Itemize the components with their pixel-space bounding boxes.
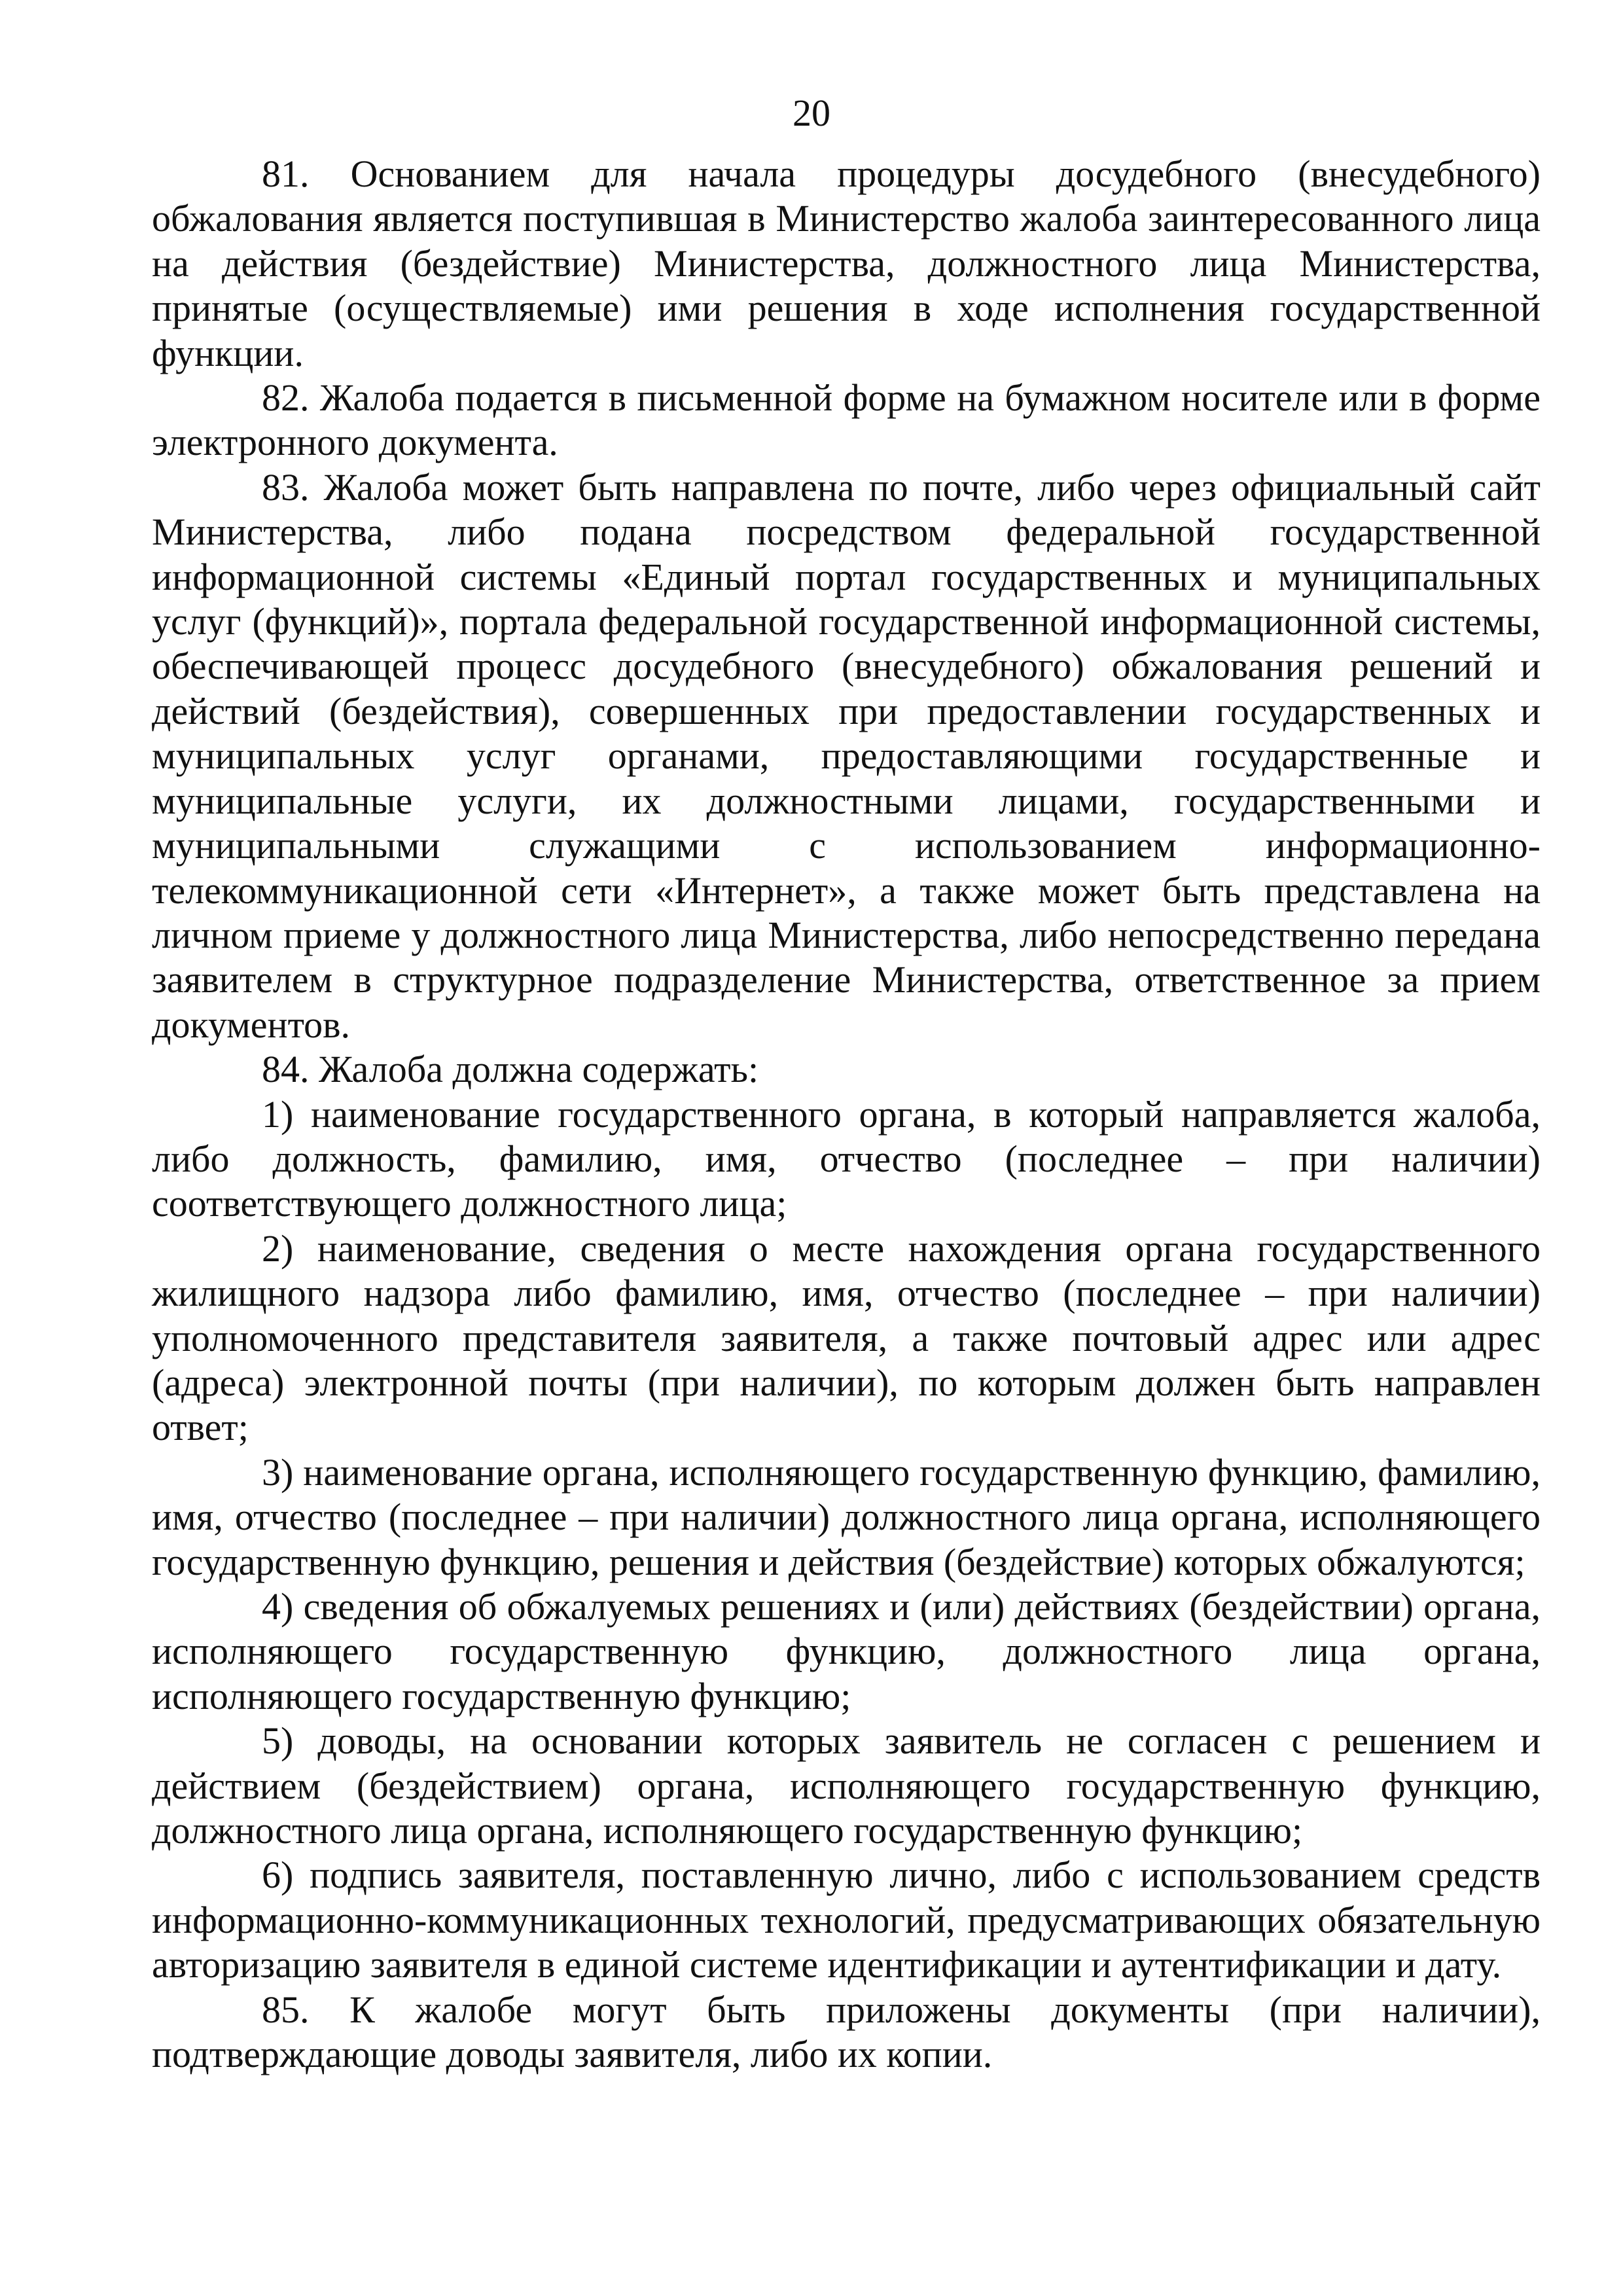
- list-item-1: 1) наименование государственного органа, в который направляется жалоба, либо должность, фамилию, имя, отчество (последнее – при наличии) соответствующего должностного лица;: [152, 1092, 1541, 1225]
- document-body: [152, 152, 1541, 2077]
- paragraph-81: 81. Основанием для начала процедуры досудебного (внесудебного) обжалования является поступившая в Министерство жалоба заинтересованного лица на действия (бездействие) Министерства, должностного лица Министерства, принятые (осуществляемые) ими решения в ходе исполнения государственной функции.: [152, 152, 1541, 374]
- list-item-6: 6) подпись заявителя, поставленную лично, либо с использованием средств информационно-коммуникационных технологий, предусматривающих обязательную авторизацию заявителя в единой системе идентификации и аутентификации и дату.: [152, 1854, 1541, 1986]
- list-item-4: 4) сведения об обжалуемых решениях и (или) действиях (бездействии) органа, исполняющего государственную функцию, должностного лица органа, исполняющего государственную функцию;: [152, 1585, 1541, 1717]
- paragraph-83: 83. Жалоба может быть направлена по почте, либо через официальный сайт Министерства, либо подана посредством федеральной государственной информационной системы «Единый портал государственных и муниципальных услуг (функций)», портала федеральной государственной информационной системы, обеспечивающей процесс досудебного (внесудебного) обжалования решений и действий (бездействия), совершенных при предоставлении государственных и муниципальных услуг органами, предоставляющими государственные и муниципальные услуги, их должностными лицами, государственными и муниципальными служащими с использованием информационно-телекоммуникационной сети «Интернет», а также может быть представлена на личном приеме у должностного лица Министерства, либо непосредственно передана заявителем в структурное подразделение Министерства, ответственное за прием документов.: [152, 465, 1541, 1046]
- list-item-3: 3) наименование органа, исполняющего государственную функцию, фамилию, имя, отчество (последнее – при наличии) должностного лица органа, исполняющего государственную функцию, решения и действия (бездействие) которых обжалуются;: [152, 1450, 1541, 1583]
- list-item-5: 5) доводы, на основании которых заявитель не согласен с решением и действием (бездействием) органа, исполняющего государственную функцию, должностного лица органа, исполняющего государственную функцию;: [152, 1719, 1541, 1852]
- list-item-2: 2) наименование, сведения о месте нахождения органа государственного жилищного надзора либо фамилию, имя, отчество (последнее – при наличии) уполномоченного представителя заявителя, а также почтовый адрес или адрес (адреса) электронной почты (при наличии), по которым должен быть направлен ответ;: [152, 1227, 1541, 1449]
- page-number: 20: [793, 92, 830, 134]
- paragraph-84: 84. Жалоба должна содержать:: [262, 1048, 759, 1091]
- paragraph-82: 82. Жалоба подается в письменной форме на бумажном носителе или в форме электронного документа.: [152, 376, 1541, 464]
- paragraph-85: 85. К жалобе могут быть приложены документы (при наличии), подтверждающие доводы заявителя, либо их копии.: [152, 1988, 1541, 2076]
